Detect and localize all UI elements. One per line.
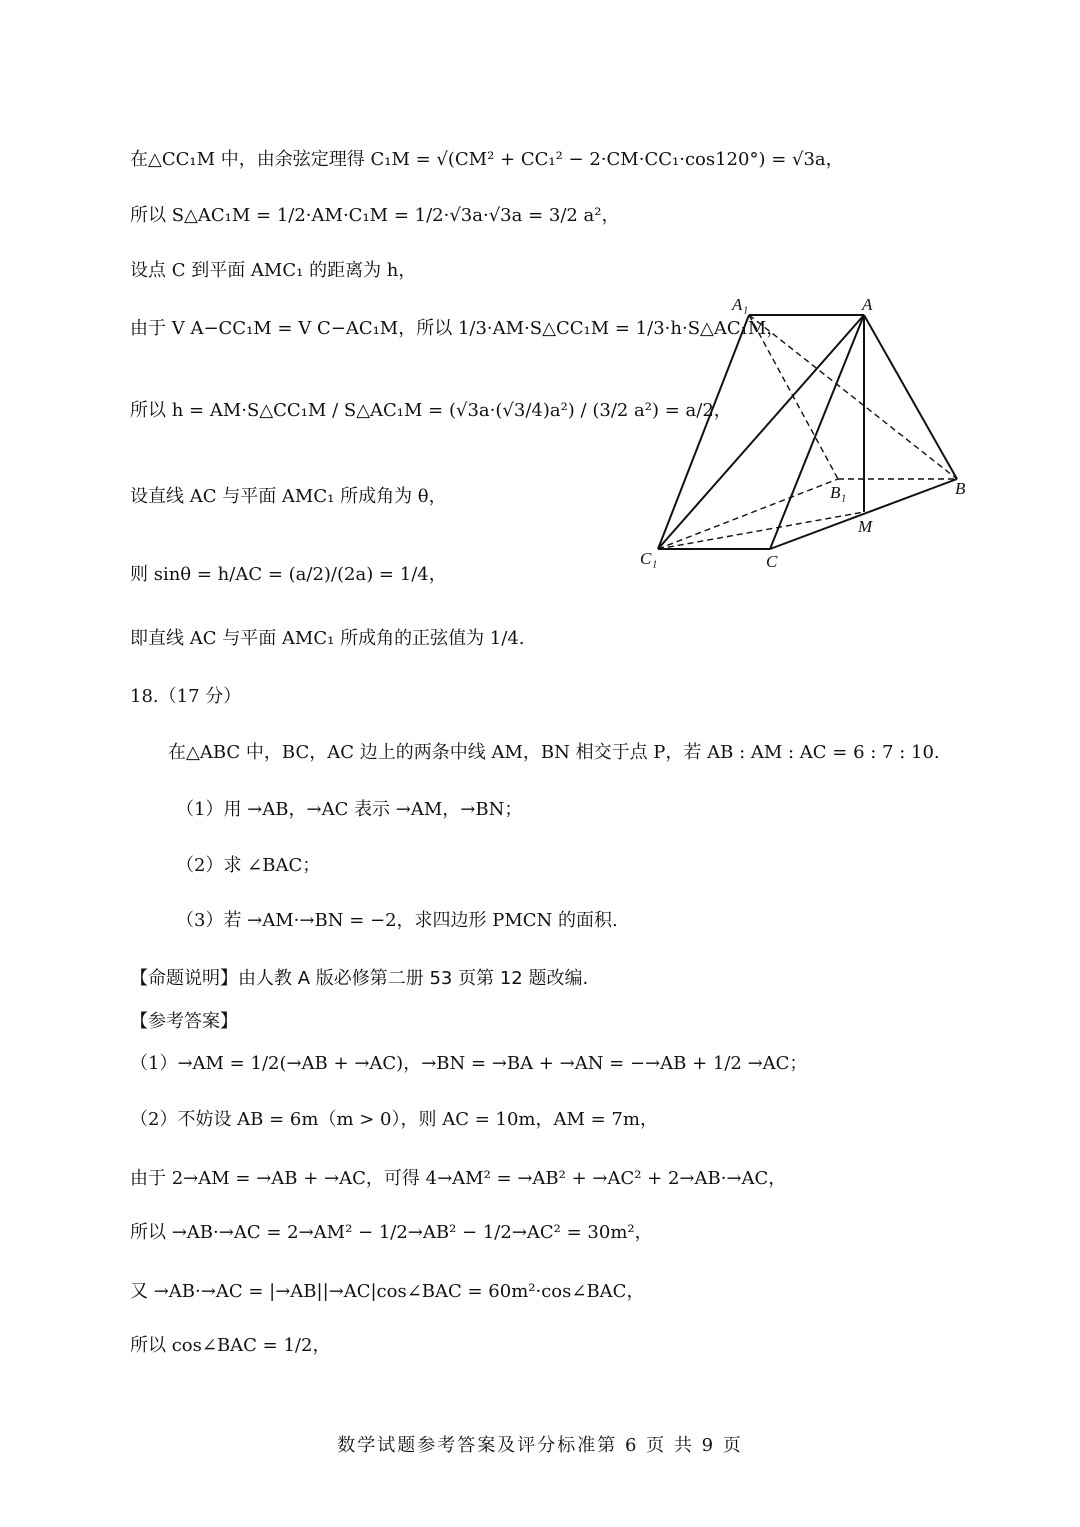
answer-line-2: （2）不妨设 AB = 6m（m > 0），则 AC = 10m，AM = 7m，	[130, 1109, 658, 1130]
label-B: B	[955, 479, 966, 498]
text-line-5: 所以 h = AM·S△CC₁M / S△AC₁M = (√3a·(√3/4)a²) / (3/2 a²) = a/2，	[130, 400, 732, 421]
subquestion-3: （3）若 →AM·→BN = −2，求四边形 PMCN 的面积.	[176, 910, 618, 931]
subquestion-1: （1）用 →AB，→AC 表示 →AM，→BN；	[176, 799, 523, 820]
text-line-6: 设直线 AC 与平面 AMC₁ 所成角为 θ，	[130, 486, 447, 507]
prism-figure	[630, 290, 980, 580]
text-line-3: 设点 C 到平面 AMC₁ 的距离为 h，	[130, 260, 417, 281]
subquestion-2: （2）求 ∠BAC；	[176, 855, 321, 876]
problem-note: 【命题说明】由人教 A 版必修第二册 53 页第 12 题改编.	[130, 968, 589, 989]
label-M: M	[858, 517, 873, 536]
answer-line-6: 所以 cos∠BAC = 1/2，	[130, 1335, 331, 1356]
text-line-8: 即直线 AC 与平面 AMC₁ 所成角的正弦值为 1/4.	[130, 628, 525, 649]
problem-number: 18.（17 分）	[130, 686, 242, 707]
answer-heading: 【参考答案】	[130, 1011, 238, 1032]
problem-statement: 在△ABC 中，BC，AC 边上的两条中线 AM，BN 相交于点 P，若 AB : AM : AC = 6 : 7 : 10.	[168, 742, 940, 763]
label-A: A	[862, 295, 873, 314]
label-C: C	[766, 552, 778, 571]
text-line-2: 所以 S△AC₁M = 1/2·AM·C₁M = 1/2·√3a·√3a = 3/2 a²，	[130, 205, 620, 226]
figure-solid-edges	[658, 315, 957, 549]
label-A1: A₁	[732, 295, 749, 314]
text-line-7: 则 sinθ = h/AC = (a/2)/(2a) = 1/4，	[130, 564, 447, 585]
answer-line-5: 又 →AB·→AC = |→AB||→AC|cos∠BAC = 60m²·cos∠BAC，	[130, 1281, 645, 1302]
label-C1: C₁	[640, 549, 658, 568]
answer-line-3: 由于 2→AM = →AB + →AC，可得 4→AM² = →AB² + →AC² + 2→AB·→AC，	[130, 1168, 787, 1189]
answer-line-1: （1）→AM = 1/2(→AB + →AC)，→BN = →BA + →AN = −→AB + 1/2 →AC；	[130, 1053, 808, 1074]
text-line-1: 在△CC₁M 中，由余弦定理得 C₁M = √(CM² + CC₁² − 2·CM·CC₁·cos120°) = √3a，	[130, 149, 844, 170]
page-footer: 数学试题参考答案及评分标准第 6 页 共 9 页	[337, 1435, 743, 1456]
answer-line-4: 所以 →AB·→AC = 2→AM² − 1/2→AB² − 1/2→AC² = 30m²，	[130, 1222, 653, 1243]
text-line-4: 由于 V A−CC₁M = V C−AC₁M，所以 1/3·AM·S△CC₁M = 1/3·h·S△AC₁M，	[130, 318, 785, 339]
label-B1: B₁	[830, 483, 847, 502]
